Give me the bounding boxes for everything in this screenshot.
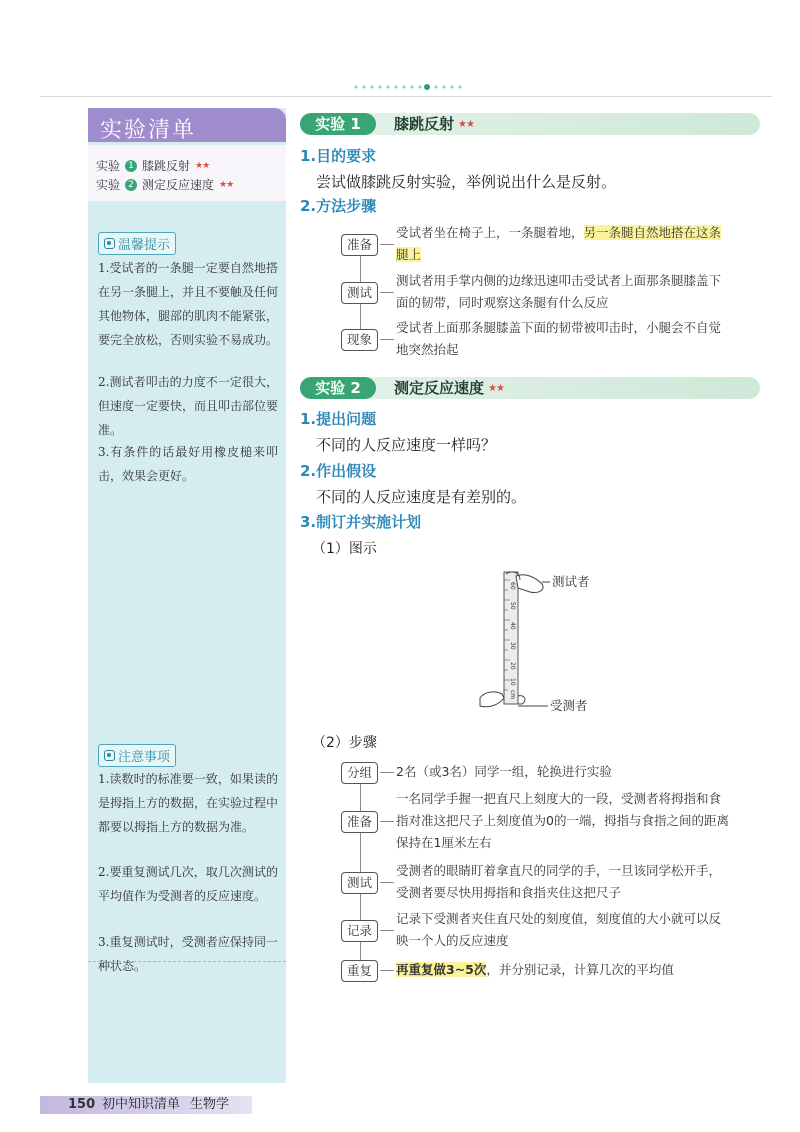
flow-branch: [380, 772, 394, 773]
ruler-tick-label: 30: [509, 642, 516, 650]
flow-branch: [380, 930, 394, 931]
step-text: 受试者上面那条腿膝盖下面的韧带被叩击时，小腿会不自觉地突然抬起: [396, 320, 722, 357]
contents-prefix: 实验: [96, 159, 121, 173]
step-node: 准备: [341, 811, 378, 833]
exp1-heading: [394, 113, 474, 135]
contents-label: 测定反应速度: [142, 178, 215, 192]
book-title: 初中知识清单: [102, 1097, 181, 1112]
contents-item[interactable]: [96, 176, 233, 193]
note-label-text: 注意事项: [118, 750, 171, 765]
tip-paragraph: 1.受试者的一条腿一定要自然地搭在另一条腿上，并且不要触及任何其他物体，腿部的肌肉不能紧张，要完全放松，否则实验不易成功。: [98, 261, 279, 347]
exp2-tag: 实验 2: [300, 377, 376, 399]
ruler-tick-label: 60: [509, 582, 516, 590]
highlight: 再重复做3~5次: [396, 962, 487, 977]
contents-item[interactable]: [96, 157, 209, 174]
sidebar-divider: [88, 961, 286, 963]
note-paragraph: 1.读数时的标准要一致，如果读的是拇指上方的数据，在实验过程中都要以拇指上方的数据为准。: [98, 772, 279, 834]
exp1-tag: 实验 1: [300, 113, 376, 135]
top-rule: [40, 96, 772, 97]
contents-label: 膝跳反射: [142, 159, 191, 173]
ruler-tick-label: cm: [509, 690, 516, 700]
number-badge: 2: [125, 179, 137, 191]
flow-branch: [380, 970, 394, 971]
difficulty-stars: ★★: [219, 179, 234, 190]
exp2-plan-heading: 3.制订并实施计划: [300, 513, 422, 531]
step-text: 2名（或3名）同学一组，轮换进行实验: [396, 764, 612, 779]
flow-branch: [380, 339, 394, 340]
step-node: 准备: [341, 234, 378, 256]
note-paragraph: 3.重复测试时，受测者应保持同一种状态。: [98, 935, 278, 973]
difficulty-stars: ★★: [195, 160, 210, 171]
step-node: 测试: [341, 872, 378, 894]
tester-label: 测试者: [552, 574, 590, 589]
step-text: 记录下受测者夹住直尺处的刻度值，刻度值的大小就可以反映一个人的反应速度: [396, 911, 722, 948]
step-node: 测试: [341, 282, 378, 304]
highlight: 另一条腿自然地搭在这条腿上: [396, 225, 722, 262]
exp2-heading: [394, 377, 504, 399]
ruler-tick-label: 10: [509, 678, 516, 686]
step-text: 受试者坐在椅子上，一条腿着地，另一条腿自然地搭在这条腿上: [396, 225, 722, 262]
exp1-method-heading: 2.方法步骤: [300, 197, 377, 215]
ruler-tick-label: 40: [509, 622, 516, 630]
number-badge: 1: [125, 160, 137, 172]
exp1-purpose-heading: 1.目的要求: [300, 147, 377, 165]
tip-label-text: 温馨提示: [118, 238, 171, 253]
tip-icon: [104, 238, 115, 249]
exp2-hypothesis-text: 不同的人反应速度是有差别的。: [316, 488, 527, 506]
tip-paragraph: 2.测试者叩击的力度不一定很大，但速度一定要快，而且叩击部位要准。: [98, 375, 279, 437]
step-node: 分组: [341, 762, 378, 784]
note-icon: [104, 750, 115, 761]
ruler-tick-label: 20: [509, 662, 516, 670]
tip-paragraph: 3.有条件的话最好用橡皮槌来叩击，效果会更好。: [98, 445, 278, 483]
flow-branch: [380, 244, 394, 245]
step-text: 受测者的眼睛盯着拿直尺的同学的手，一旦该同学松开手，受测者要尽快用拇指和食指夹住这把尺子: [396, 863, 722, 900]
flow-branch: [380, 821, 394, 822]
footer-title: [102, 1096, 229, 1114]
step-text: 一名同学手握一把直尺上刻度大的一段，受测者将拇指和食指对准这把尺子上刻度值为0的一端，拇指与食指之间的距离保持在1厘米左右: [396, 791, 729, 850]
difficulty-stars: ★★: [488, 382, 504, 394]
exp1-purpose-text: 尝试做膝跳反射实验，举例说出什么是反射。: [316, 173, 617, 191]
step-node: 现象: [341, 329, 378, 351]
exp1-title: 膝跳反射: [394, 115, 455, 133]
exp2-question-heading: 1.提出问题: [300, 410, 377, 428]
step-text: 测试者用手掌内侧的边缘迅速叩击受试者上面那条腿膝盖下面的韧带，同时观察这条腿有什么反应: [396, 273, 722, 310]
page-number: 150: [68, 1097, 96, 1112]
subject-hand: [480, 692, 504, 707]
top-dots-decoration: [352, 85, 462, 89]
note-label: [98, 744, 176, 767]
ruler-tick-label: 50: [509, 602, 516, 610]
note-paragraph: 2.要重复测试几次，取几次测试的平均值作为受测者的反应速度。: [98, 865, 278, 903]
tip-label: [98, 232, 176, 255]
subject-label: 生物学: [190, 1097, 230, 1112]
step-node: 重复: [341, 960, 378, 982]
exp2-hypothesis-heading: 2.作出假设: [300, 462, 377, 480]
steps-label: （2）步骤: [312, 735, 377, 751]
top-dot-marker: [424, 84, 430, 90]
figure-label: （1）图示: [312, 541, 377, 557]
sidebar-title: 实验清单: [100, 118, 197, 143]
ruler-figure: [476, 566, 616, 716]
subject-label: 受测者: [550, 698, 588, 713]
step-text: 再重复做3~5次，并分别记录，计算几次的平均值: [396, 962, 674, 977]
exp2-question-text: 不同的人反应速度一样吗？: [316, 436, 497, 454]
step-node: 记录: [341, 920, 378, 942]
flow-branch: [380, 292, 394, 293]
contents-prefix: 实验: [96, 178, 121, 192]
flow-branch: [380, 882, 394, 883]
difficulty-stars: ★★: [458, 118, 474, 130]
exp2-title: 测定反应速度: [394, 379, 485, 397]
